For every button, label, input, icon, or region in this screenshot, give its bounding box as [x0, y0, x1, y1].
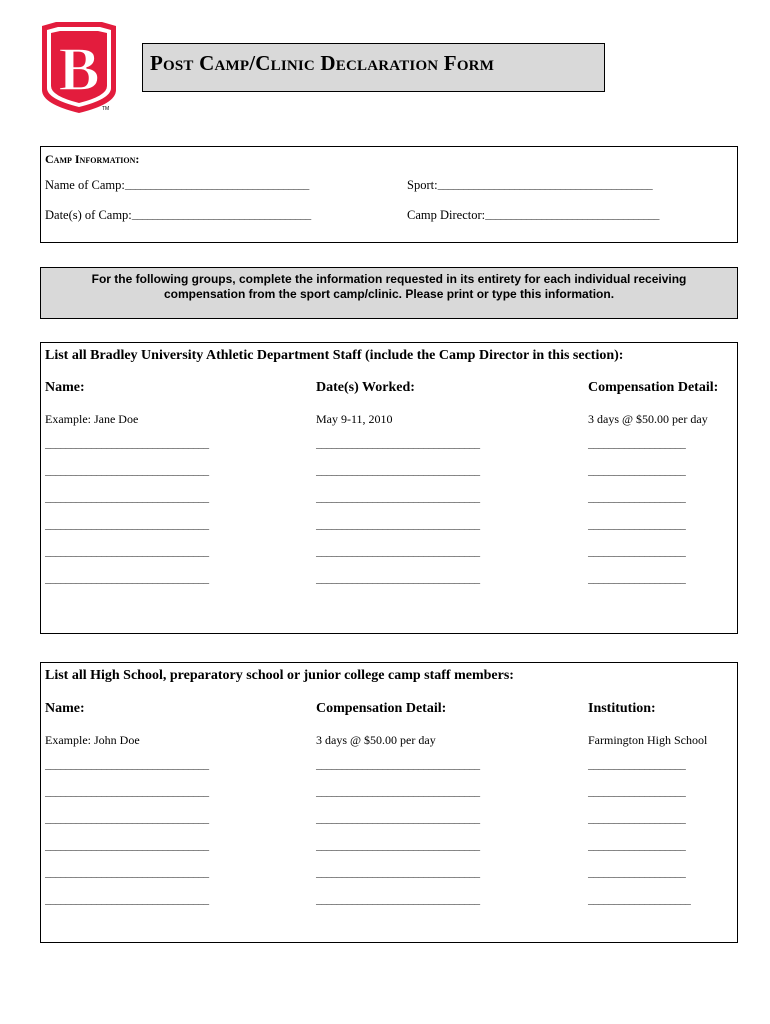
camp-dates-line: ___________________________________	[131, 212, 311, 223]
camp-director-field[interactable]	[407, 208, 659, 223]
staff-row-3-name-line[interactable]: ________________________________	[45, 495, 209, 506]
staff-row-6-col3-line[interactable]: ___________________	[588, 576, 685, 587]
camp-name-line: ____________________________________	[124, 182, 309, 193]
hs-example-institution: Farmington High School	[588, 733, 708, 747]
instructions-line-2: compensation from the sport camp/clinic. Please print or type this information.	[163, 287, 615, 301]
hs-section-heading: List all High School, preparatory school or junior college camp staff members:	[45, 668, 514, 683]
hs-row-1-col2-line[interactable]: ________________________________	[316, 762, 480, 773]
staff-row-2-col2-line[interactable]: ________________________________	[316, 468, 480, 479]
bradley-logo	[38, 20, 120, 115]
staff-row-3-col2-line[interactable]: ________________________________	[316, 495, 480, 506]
hs-row-5-col3-line[interactable]: ___________________	[588, 870, 685, 881]
sport-line: __________________________________________	[437, 182, 652, 193]
hs-col-institution: Institution:	[588, 701, 656, 716]
instructions-text	[40, 272, 738, 302]
staff-row-6-name-line[interactable]: ________________________________	[45, 576, 209, 587]
svg-text:B: B	[58, 36, 100, 104]
staff-row-5-name-line[interactable]: ________________________________	[45, 549, 209, 560]
staff-row-5-col3-line[interactable]: ___________________	[588, 549, 685, 560]
hs-row-2-col3-line[interactable]: ___________________	[588, 789, 685, 800]
hs-row-2-col2-line[interactable]: ________________________________	[316, 789, 480, 800]
hs-row-4-name-line[interactable]: ________________________________	[45, 843, 209, 854]
camp-director-label: Camp Director:	[407, 208, 486, 222]
staff-section-heading: List all Bradley University Athletic Department Staff (include the Camp Director in this section):	[45, 348, 624, 363]
camp-info-box	[40, 146, 738, 243]
hs-row-3-name-line[interactable]: ________________________________	[45, 816, 209, 827]
hs-col-compensation: Compensation Detail:	[316, 701, 447, 716]
sport-field[interactable]	[407, 178, 652, 193]
staff-row-3-col3-line[interactable]: ___________________	[588, 495, 685, 506]
hs-row-1-name-line[interactable]: ________________________________	[45, 762, 209, 773]
camp-name-label: Name of Camp:	[45, 178, 125, 192]
hs-col-name: Name:	[45, 701, 85, 716]
staff-row-1-col2-line[interactable]: ________________________________	[316, 441, 480, 452]
hs-example-compensation: 3 days @ $50.00 per day	[316, 733, 436, 747]
hs-row-1-col3-line[interactable]: ___________________	[588, 762, 685, 773]
camp-dates-label: Date(s) of Camp:	[45, 208, 132, 222]
staff-row-4-col2-line[interactable]: ________________________________	[316, 522, 480, 533]
staff-row-5-col2-line[interactable]: ________________________________	[316, 549, 480, 560]
hs-row-5-col2-line[interactable]: ________________________________	[316, 870, 480, 881]
staff-row-2-col3-line[interactable]: ___________________	[588, 468, 685, 479]
staff-col-dates: Date(s) Worked:	[316, 380, 415, 395]
hs-row-2-name-line[interactable]: ________________________________	[45, 789, 209, 800]
form-title: Post Camp/Clinic Declaration Form	[150, 51, 495, 75]
staff-col-name: Name:	[45, 380, 85, 395]
hs-row-6-col2-line[interactable]: ________________________________	[316, 897, 480, 908]
staff-row-4-name-line[interactable]: ________________________________	[45, 522, 209, 533]
hs-row-4-col2-line[interactable]: ________________________________	[316, 843, 480, 854]
staff-example-dates: May 9-11, 2010	[316, 412, 393, 426]
sport-label: Sport:	[407, 178, 438, 192]
camp-name-field[interactable]	[45, 178, 308, 193]
staff-row-4-col3-line[interactable]: ___________________	[588, 522, 685, 533]
trademark-mark: TM	[102, 106, 110, 112]
hs-example-name: Example: John Doe	[45, 733, 140, 747]
staff-row-2-name-line[interactable]: ________________________________	[45, 468, 209, 479]
hs-row-6-col3-line[interactable]: ____________________	[588, 897, 691, 908]
staff-row-6-col2-line[interactable]: ________________________________	[316, 576, 480, 587]
camp-dates-field[interactable]	[45, 208, 310, 223]
camp-info-heading: Camp Information:	[45, 152, 140, 166]
staff-row-1-col3-line[interactable]: ___________________	[588, 441, 685, 452]
staff-row-1-name-line[interactable]: ________________________________	[45, 441, 209, 452]
hs-row-5-name-line[interactable]: ________________________________	[45, 870, 209, 881]
hs-row-3-col3-line[interactable]: ___________________	[588, 816, 685, 827]
camp-director-line: __________________________________	[485, 212, 659, 223]
hs-row-4-col3-line[interactable]: ___________________	[588, 843, 685, 854]
staff-example-name: Example: Jane Doe	[45, 412, 139, 426]
instructions-line-1: For the following groups, complete the information requested in its entirety for each individual receiving	[91, 272, 687, 286]
hs-row-3-col2-line[interactable]: ________________________________	[316, 816, 480, 827]
staff-example-compensation: 3 days @ $50.00 per day	[588, 412, 708, 426]
hs-row-6-name-line[interactable]: ________________________________	[45, 897, 209, 908]
staff-col-compensation: Compensation Detail:	[588, 380, 719, 395]
